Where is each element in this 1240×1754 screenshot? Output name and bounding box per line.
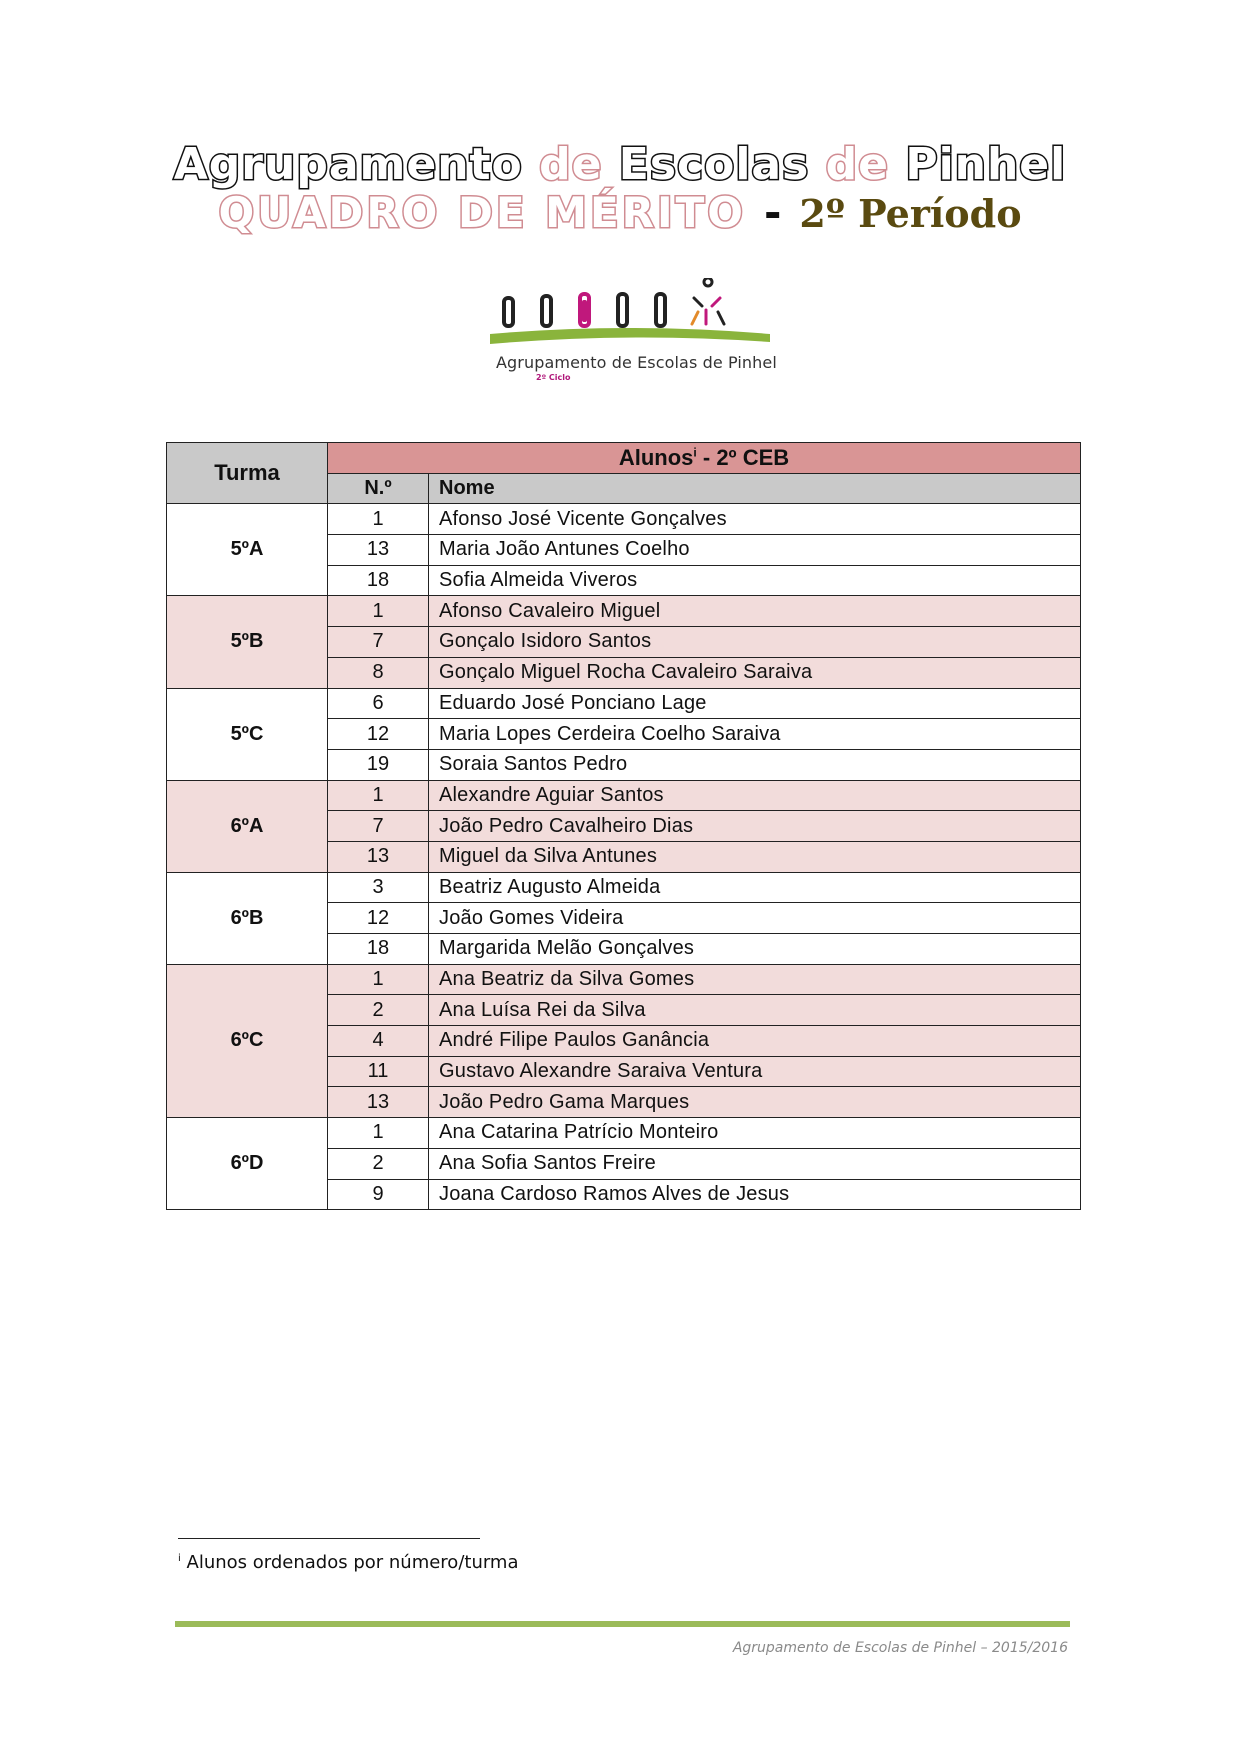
merit-table [166,442,1081,1210]
turma-cell: 5ºC [167,688,328,780]
student-number-cell: 11 [328,1056,429,1087]
logo-school-name: Agrupamento de Escolas de Pinhel [496,353,777,372]
turma-cell: 6ºA [167,780,328,872]
student-name-cell: Miguel da Silva Antunes [429,841,1081,872]
student-name-cell: Eduardo José Ponciano Lage [429,688,1081,719]
footer-green-bar [175,1621,1070,1627]
student-name-cell: Gustavo Alexandre Saraiva Ventura [429,1056,1081,1087]
student-number-cell: 3 [328,872,429,903]
footnote-separator [178,1538,480,1539]
table-row [167,872,1081,903]
table-row [167,964,1081,995]
table-row [167,504,1081,535]
title-word-de-2: de [825,139,889,190]
student-name-cell: Afonso Cavaleiro Miguel [429,596,1081,627]
title-word-escolas: Escolas [618,139,810,190]
student-name-cell: Alexandre Aguiar Santos [429,780,1081,811]
turma-cell: 6ºB [167,872,328,964]
student-name-cell: João Gomes Videira [429,903,1081,934]
student-name-cell: André Filipe Paulos Ganância [429,1026,1081,1057]
student-name-cell: Afonso José Vicente Gonçalves [429,504,1081,535]
title-dash: - [763,188,782,237]
student-number-cell: 2 [328,995,429,1026]
student-number-cell: 1 [328,504,429,535]
student-name-cell: Gonçalo Miguel Rocha Cavaleiro Saraiva [429,657,1081,688]
footer-text: Agrupamento de Escolas de Pinhel – 2015/2016 [732,1640,1068,1656]
student-number-cell: 7 [328,627,429,658]
student-number-cell: 13 [328,841,429,872]
footnote-text: Alunos ordenados por número/turma [180,1552,519,1573]
student-name-cell: Ana Sofia Santos Freire [429,1148,1081,1179]
header-nome: Nome [429,473,1081,504]
student-number-cell: 1 [328,964,429,995]
header-turma: Turma [167,443,328,504]
student-number-cell: 13 [328,1087,429,1118]
turma-cell: 5ºB [167,596,328,688]
student-name-cell: Sofia Almeida Viveros [429,565,1081,596]
student-number-cell: 8 [328,657,429,688]
student-number-cell: 1 [328,780,429,811]
student-name-cell: Ana Luísa Rei da Silva [429,995,1081,1026]
student-name-cell: João Pedro Gama Marques [429,1087,1081,1118]
student-name-cell: Gonçalo Isidoro Santos [429,627,1081,658]
student-number-cell: 19 [328,749,429,780]
turma-cell: 5ºA [167,504,328,596]
student-name-cell: Beatriz Augusto Almeida [429,872,1081,903]
table-header-row [167,443,1081,474]
turma-cell: 6ºD [167,1118,328,1210]
footnote-marker: i [178,1553,181,1564]
document-title-line-2 [0,188,1240,239]
student-number-cell: 1 [328,1118,429,1149]
student-name-cell: Maria João Antunes Coelho [429,535,1081,566]
header-alunos-label: Alunos [618,444,694,470]
student-number-cell: 9 [328,1179,429,1210]
student-name-cell: Ana Beatriz da Silva Gomes [429,964,1081,995]
student-name-cell: João Pedro Cavalheiro Dias [429,811,1081,842]
turma-cell: 6ºC [167,964,328,1117]
merit-table-body [167,504,1081,1210]
table-row [167,1118,1081,1149]
title-word-de-1: de [539,139,603,190]
document-title-line-1 [0,140,1240,190]
student-number-cell: 2 [328,1148,429,1179]
table-row [167,780,1081,811]
title-periodo: 2º Período [799,191,1022,236]
footnote [178,1552,519,1573]
header-alunos-footnote-marker: i [693,445,697,460]
student-number-cell: 12 [328,903,429,934]
title-word-pinhel: Pinhel [905,139,1067,190]
student-number-cell: 18 [328,934,429,965]
table-row [167,596,1081,627]
student-name-cell: Ana Catarina Patrício Monteiro [429,1118,1081,1149]
student-name-cell: Joana Cardoso Ramos Alves de Jesus [429,1179,1081,1210]
student-number-cell: 13 [328,535,429,566]
student-number-cell: 4 [328,1026,429,1057]
student-number-cell: 12 [328,719,429,750]
student-number-cell: 18 [328,565,429,596]
student-name-cell: Margarida Melão Gonçalves [429,934,1081,965]
header-numero: N.º [328,473,429,504]
student-name-cell: Soraia Santos Pedro [429,749,1081,780]
student-name-cell: Maria Lopes Cerdeira Coelho Saraiva [429,719,1081,750]
header-alunos-suffix: - 2º CEB [696,444,790,470]
table-row [167,688,1081,719]
student-number-cell: 6 [328,688,429,719]
title-quadro-de-merito: QUADRO DE MÉRITO [218,188,746,237]
header-alunos [328,443,1081,474]
student-number-cell: 7 [328,811,429,842]
logo-cycle-label: 2º Ciclo [536,373,571,382]
student-number-cell: 1 [328,596,429,627]
title-word-agrupamento: Agrupamento [173,139,523,190]
